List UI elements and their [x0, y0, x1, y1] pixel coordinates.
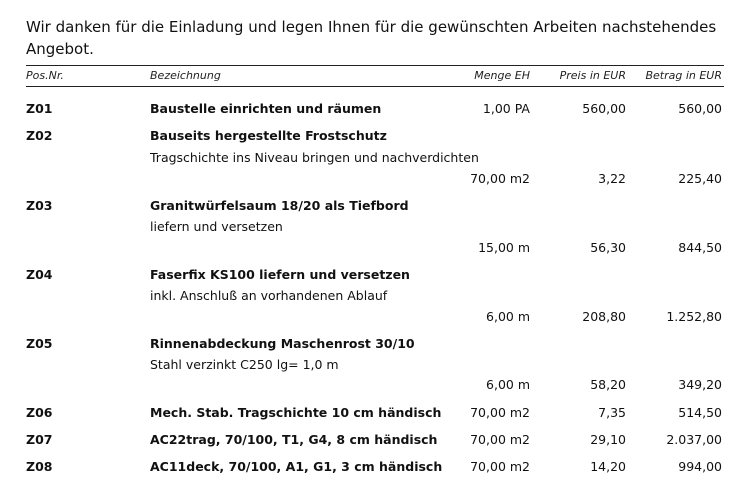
item-pos: Z07 — [26, 432, 53, 447]
item-price: 58,20 — [590, 377, 626, 392]
header-top-rule — [26, 65, 724, 66]
item-price: 3,22 — [598, 171, 626, 186]
item-detail: Stahl verzinkt C250 lg= 1,0 m — [150, 357, 339, 372]
item-qty: 1,00 PA — [482, 101, 530, 116]
item-title: Faserfix KS100 liefern und versetzen — [150, 267, 410, 282]
item-pos: Z06 — [26, 405, 53, 420]
intro-line-2: Angebot. — [26, 40, 94, 58]
item-qty: 15,00 m — [478, 240, 530, 255]
item-price: 7,35 — [598, 405, 626, 420]
col-header-amount: Betrag in EUR — [645, 69, 722, 82]
item-amount: 994,00 — [678, 459, 722, 474]
intro-line-1: Wir danken für die Einladung und legen Ihnen für die gewünschten Arbeiten nachstehendes — [26, 18, 717, 36]
item-price: 560,00 — [582, 101, 626, 116]
item-amount: 560,00 — [678, 101, 722, 116]
item-title: Mech. Stab. Tragschichte 10 cm händisch — [150, 405, 442, 420]
intro-text — [26, 16, 726, 60]
item-qty: 70,00 m2 — [470, 432, 530, 447]
item-title: Bauseits hergestellte Frostschutz — [150, 128, 387, 143]
item-amount: 514,50 — [678, 405, 722, 420]
item-amount: 225,40 — [678, 171, 722, 186]
item-amount: 1.252,80 — [666, 309, 722, 324]
item-qty: 6,00 m — [486, 309, 530, 324]
item-price: 56,30 — [590, 240, 626, 255]
item-pos: Z02 — [26, 128, 53, 143]
item-detail: inkl. Anschluß an vorhandenen Ablauf — [150, 288, 388, 303]
col-header-qty: Menge EH — [474, 69, 530, 82]
item-amount: 349,20 — [678, 377, 722, 392]
item-detail: liefern und versetzen — [150, 219, 283, 234]
item-qty: 6,00 m — [486, 377, 530, 392]
item-title: Rinnenabdeckung Maschenrost 30/10 — [150, 336, 415, 351]
item-pos: Z01 — [26, 101, 53, 116]
item-pos: Z05 — [26, 336, 53, 351]
item-title: AC11deck, 70/100, A1, G1, 3 cm händisch — [150, 459, 443, 474]
col-header-pos: Pos.Nr. — [26, 69, 64, 82]
item-price: 29,10 — [590, 432, 626, 447]
header-bottom-rule — [26, 86, 724, 87]
item-pos: Z08 — [26, 459, 53, 474]
item-qty: 70,00 m2 — [470, 459, 530, 474]
item-pos: Z04 — [26, 267, 53, 282]
item-title: Granitwürfelsaum 18/20 als Tiefbord — [150, 198, 409, 213]
col-header-price: Preis in EUR — [559, 69, 626, 82]
col-header-desc: Bezeichnung — [150, 69, 221, 82]
item-price: 14,20 — [590, 459, 626, 474]
item-qty: 70,00 m2 — [470, 171, 530, 186]
item-amount: 844,50 — [678, 240, 722, 255]
item-qty: 70,00 m2 — [470, 405, 530, 420]
item-title: AC22trag, 70/100, T1, G4, 8 cm händisch — [150, 432, 438, 447]
item-title: Baustelle einrichten und räumen — [150, 101, 382, 116]
item-amount: 2.037,00 — [666, 432, 722, 447]
item-detail: Tragschichte ins Niveau bringen und nachverdichten — [150, 150, 479, 165]
item-price: 208,80 — [582, 309, 626, 324]
item-pos: Z03 — [26, 198, 53, 213]
